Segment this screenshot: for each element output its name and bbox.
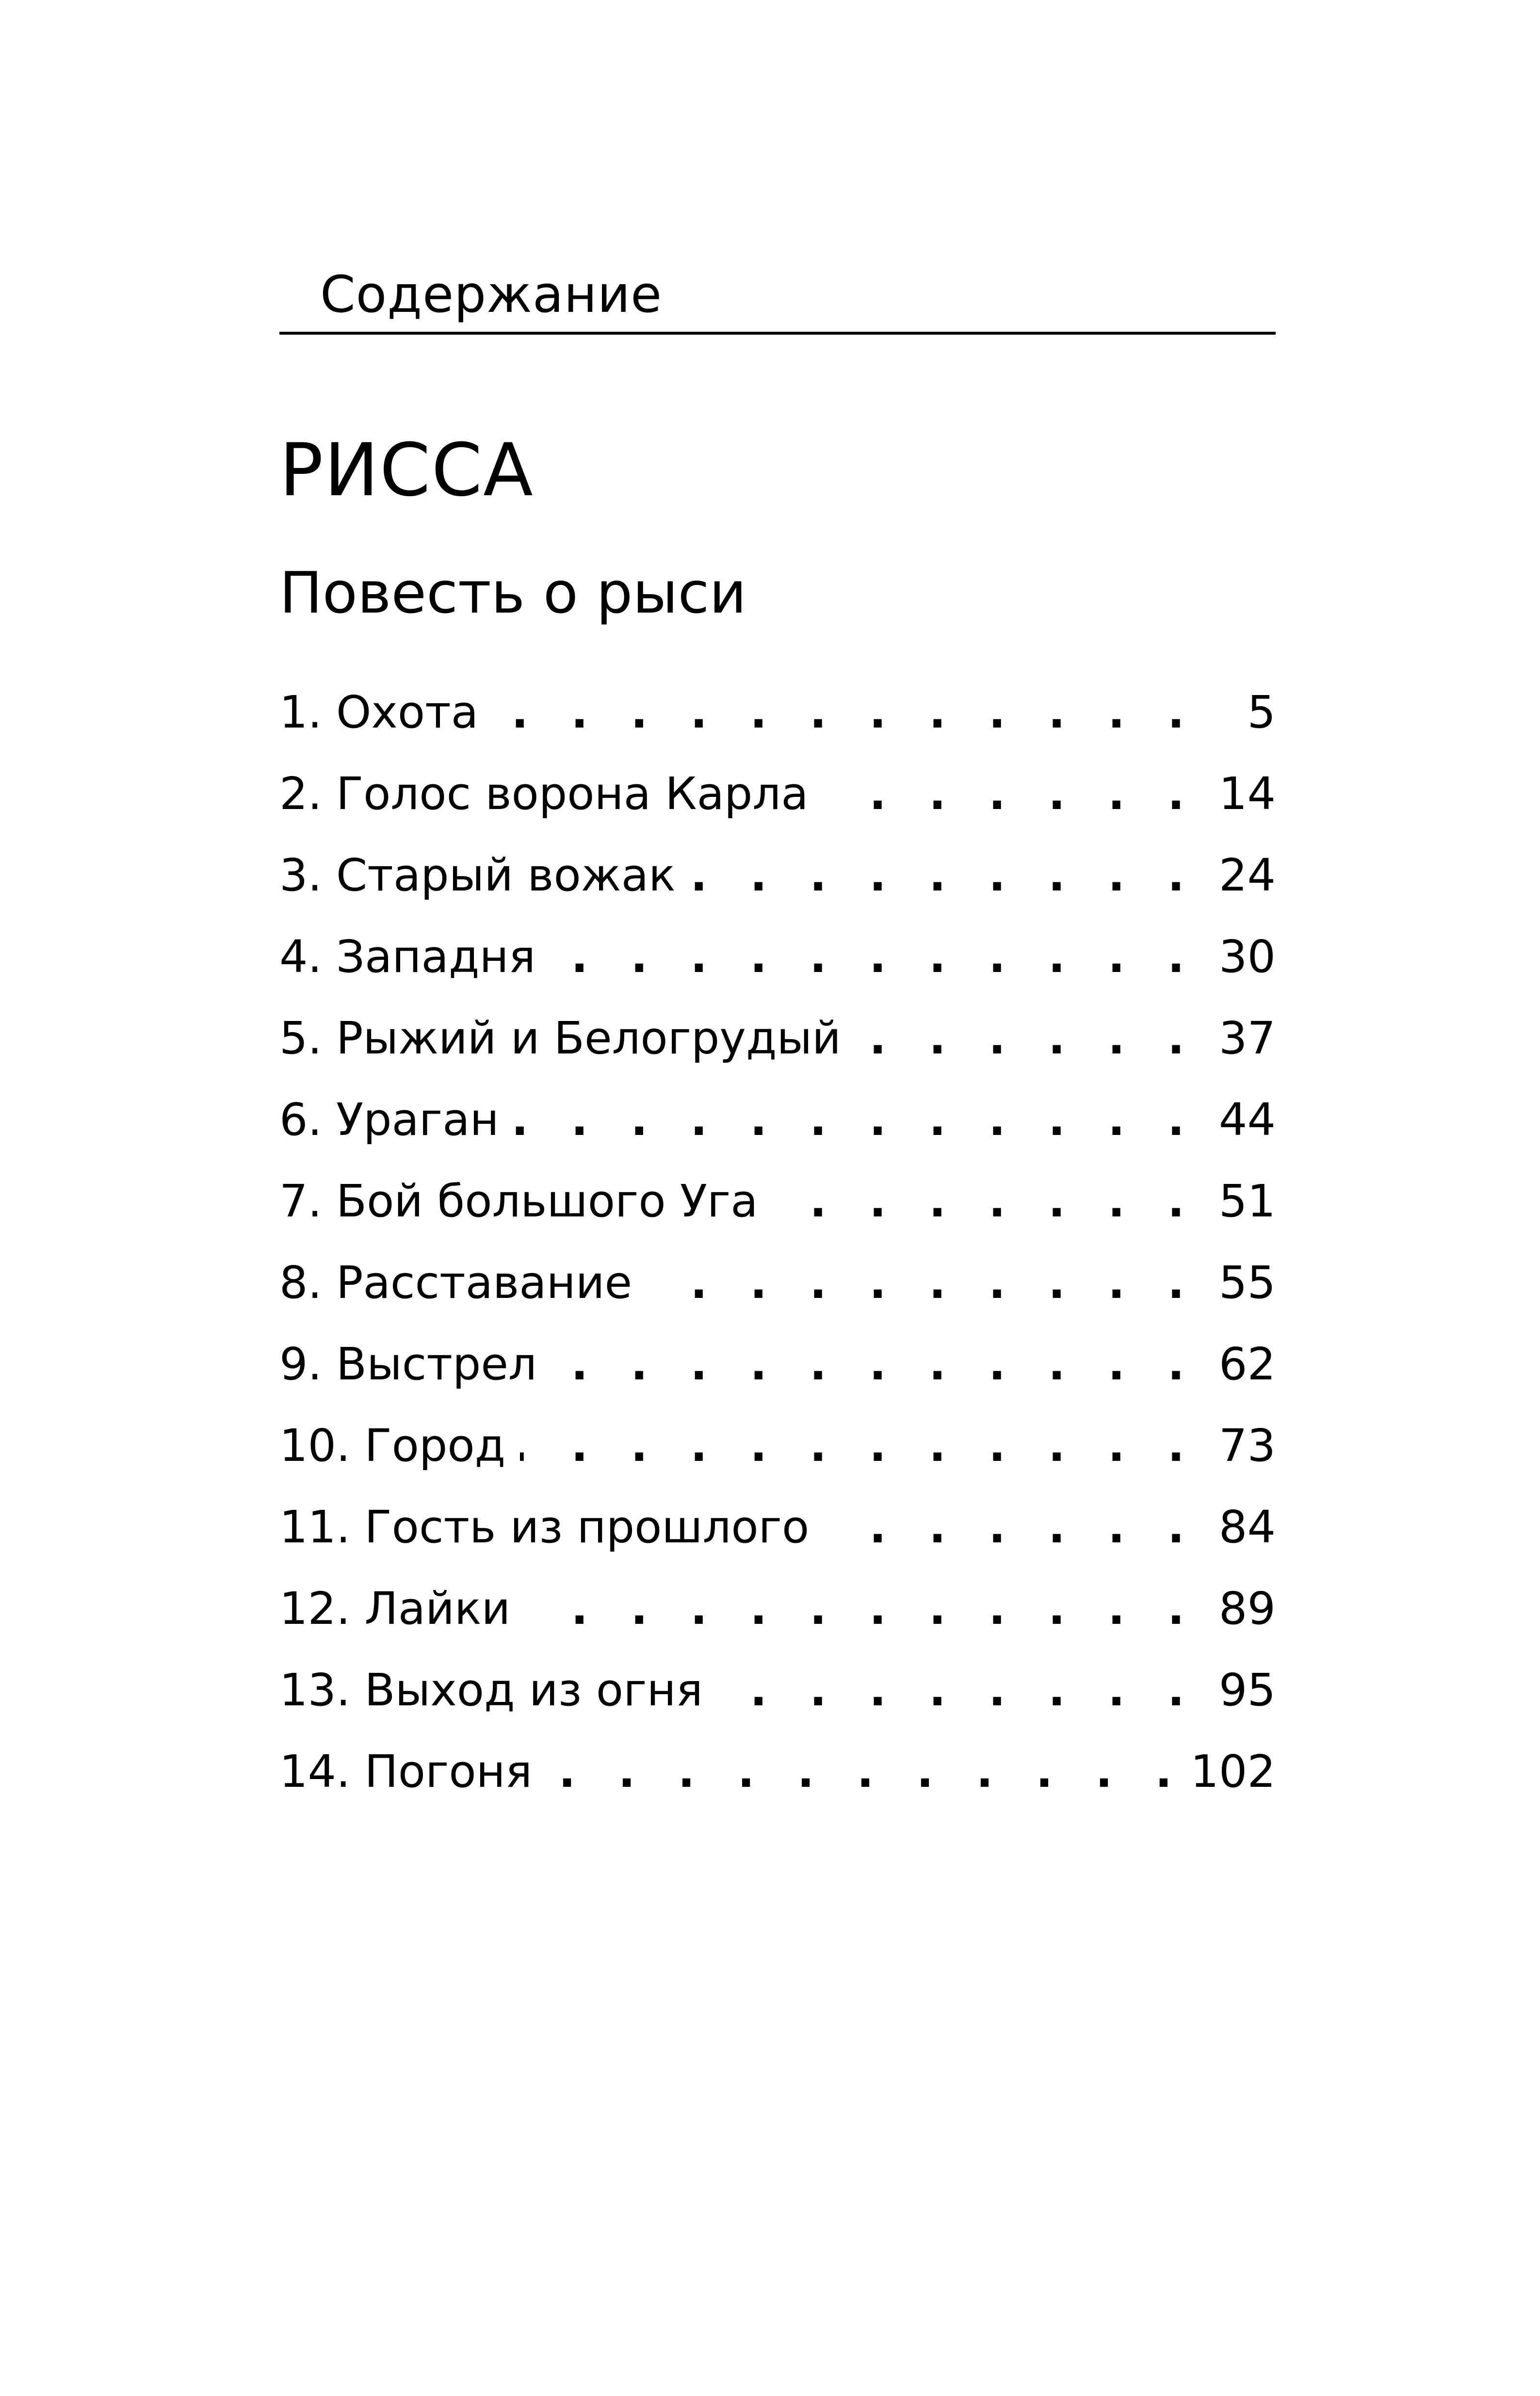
toc-entry-title: 13. Выход из огня <box>279 1664 703 1716</box>
toc-entry-title: 2. Голос ворона Карла <box>279 768 809 820</box>
toc-entry[interactable] <box>279 835 1276 916</box>
toc-dot-leader <box>824 1487 1198 1568</box>
toc-entry[interactable] <box>279 1568 1276 1650</box>
toc-dot-leader <box>823 753 1198 835</box>
table-of-contents <box>279 672 1276 1813</box>
toc-entry-title: 10. Город <box>279 1420 506 1472</box>
toc-dot-leader <box>550 916 1198 998</box>
toc-page-number: 14 <box>1218 768 1276 820</box>
toc-dot-leader <box>520 1405 1198 1487</box>
toc-page-number: 95 <box>1218 1664 1276 1716</box>
toc-page-number: 62 <box>1218 1338 1276 1390</box>
toc-entry[interactable] <box>279 1079 1276 1161</box>
toc-entry[interactable] <box>279 916 1276 998</box>
toc-page-number: 55 <box>1218 1257 1276 1309</box>
toc-entry-title: 7. Бой большого Уга <box>279 1175 758 1227</box>
toc-entry-title: 3. Старый вожак <box>279 849 676 901</box>
toc-entry[interactable] <box>279 998 1276 1079</box>
toc-dot-leader <box>551 1324 1198 1405</box>
toc-entry-title: 14. Погоня <box>279 1746 533 1797</box>
toc-entry-title: 12. Лайки <box>279 1583 511 1635</box>
toc-dot-leader <box>690 835 1198 916</box>
toc-entry[interactable] <box>279 753 1276 835</box>
toc-page-number: 102 <box>1190 1746 1276 1797</box>
toc-entry-title: 9. Выстрел <box>279 1338 537 1390</box>
toc-page-number: 89 <box>1218 1583 1276 1635</box>
toc-page-number: 5 <box>1247 686 1276 738</box>
toc-entry[interactable] <box>279 1650 1276 1731</box>
header-rule <box>279 332 1276 335</box>
toc-page-number: 44 <box>1218 1094 1276 1146</box>
toc-entry[interactable] <box>279 1487 1276 1568</box>
toc-dot-leader <box>647 1242 1198 1324</box>
toc-entry-title: 4. Западня <box>279 931 536 983</box>
toc-page-number: 24 <box>1218 849 1276 901</box>
toc-page-number: 73 <box>1218 1420 1276 1472</box>
toc-dot-leader <box>547 1731 1185 1813</box>
toc-entry-title: 11. Гость из прошлого <box>279 1501 810 1553</box>
book-title: РИССА <box>279 428 534 513</box>
toc-entry[interactable] <box>279 1161 1276 1242</box>
toc-entry[interactable] <box>279 672 1276 753</box>
toc-entry-title: 8. Расставание <box>279 1257 632 1309</box>
toc-entry-title: 1. Охота <box>279 686 479 738</box>
book-subtitle: Повесть о рыси <box>279 559 747 626</box>
toc-dot-leader <box>773 1161 1198 1242</box>
toc-page-number: 84 <box>1218 1501 1276 1553</box>
toc-dot-leader <box>717 1650 1198 1731</box>
toc-page-number: 37 <box>1218 1012 1276 1064</box>
toc-entry[interactable] <box>279 1242 1276 1324</box>
toc-page-number: 30 <box>1218 931 1276 983</box>
toc-dot-leader <box>856 998 1198 1079</box>
toc-entry[interactable] <box>279 1324 1276 1405</box>
toc-page-number: 51 <box>1218 1175 1276 1227</box>
toc-dot-leader <box>514 1079 1198 1161</box>
toc-dot-leader <box>493 672 1198 753</box>
running-head: Содержание <box>320 265 663 324</box>
toc-entry[interactable] <box>279 1405 1276 1487</box>
toc-entry-title: 6. Ураган <box>279 1094 499 1146</box>
toc-entry[interactable] <box>279 1731 1276 1813</box>
toc-entry-title: 5. Рыжий и Белогрудый <box>279 1012 841 1064</box>
toc-dot-leader <box>525 1568 1198 1650</box>
